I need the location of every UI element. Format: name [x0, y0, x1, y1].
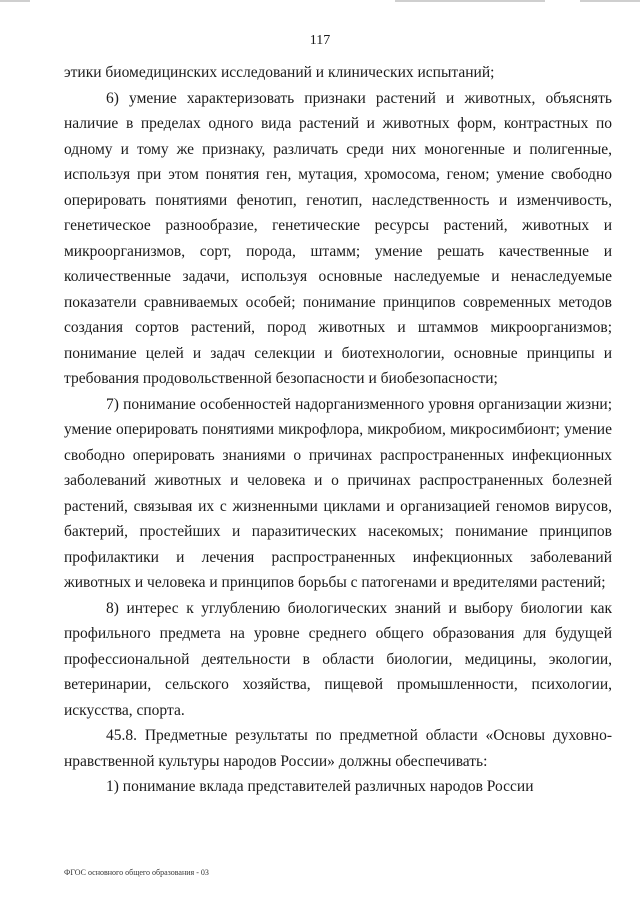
scan-mark-center — [395, 0, 545, 2]
page-number: 117 — [309, 33, 331, 48]
paragraph-item-1: 1) понимание вклада представителей различных народов России — [106, 778, 534, 795]
scan-mark-left — [0, 0, 30, 2]
footer-note: ФГОС основного общего образования - 03 — [64, 868, 209, 877]
scan-mark-right — [580, 0, 640, 2]
paragraph-item-7: 7) понимание особенностей надорганизменного уровня организации жизни; умение оперировать понятиями микрофлора, микробиом, микросимбионт; умение свободно оперировать знаниями о причинах распространенных инфекционных заболеваний животных и человека и о причинах распространенных болезней растений, связывая их с жизненными циклами и организацией геномов вирусов, бактерий, простейших и паразитических насекомых; понимание принципов профилактики и лечения распространенных инфекционных заболеваний животных и человека и принципов борьбы с патогенами и вредителями растений; — [64, 395, 612, 591]
paragraph-continuation: этики биомедицинских исследований и клинических испытаний; — [64, 64, 495, 81]
paragraph-item-6: 6) умение характеризовать признаки растений и животных, объяснять наличие в пределах одного вида растений и животных форм, контрастных по одному и тому же признаку, различать среди них моногенные и полигенные, используя при этом понятия ген, мутация, хромосома, геном; умение свободно оперировать понятиями фенотип, генотип, наследственность и изменчивость, генетическое разнообразие, генетические ресурсы растений, животных и микроорганизмов, сорт, порода, штамм; умение решать качественные и количественные задачи, используя основные наследуемые и ненаследуемые показатели сравниваемых особей; понимание принципов современных методов создания сортов растений, пород животных и штаммов микроорганизмов; понимание целей и задач селекции и биотехнологии, основные принципы и требования продовольственной безопасности и биобезопасности; — [64, 89, 612, 387]
paragraph-item-8: 8) интерес к углублению биологических знаний и выбору биологии как профильного предмета на уровне среднего общего образования для будущей профессиональной деятельности в области биологии, медицины, экологии, ветеринарии, сельского хозяйства, пищевой промышленности, психологии, искусства, спорта. — [64, 599, 612, 719]
document-body — [64, 60, 612, 800]
paragraph-section-45-8: 45.8. Предметные результаты по предметной области «Основы духовно-нравственной культуры народов России» должны обеспечивать: — [64, 727, 612, 770]
